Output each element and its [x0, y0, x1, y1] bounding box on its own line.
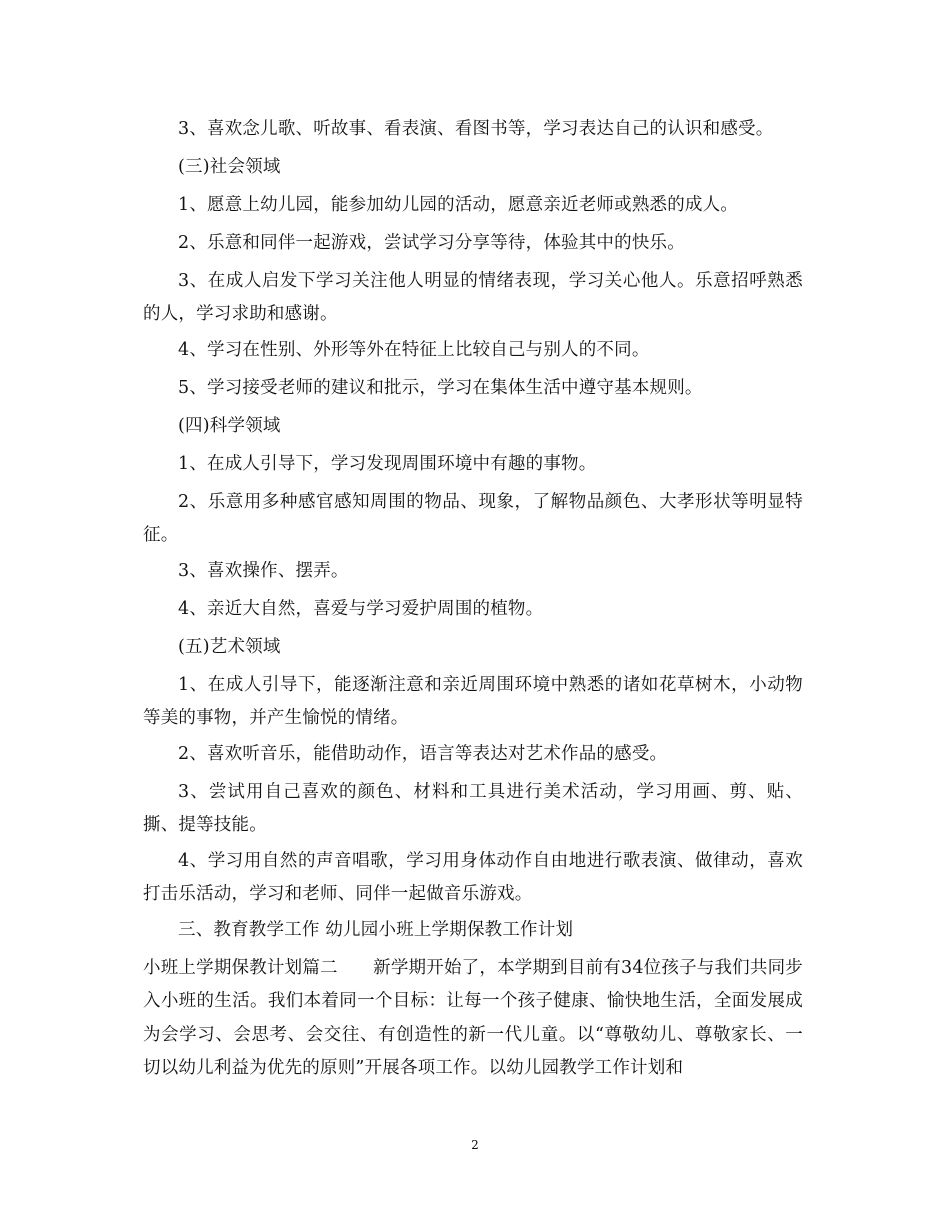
paragraph-science-3: 3、喜欢操作、摆弄。	[178, 561, 349, 581]
paragraph-social-1: 1、愿意上幼儿园，能参加幼儿园的活动，愿意亲近老师或熟悉的成人。	[178, 195, 739, 215]
paragraph-science-1: 1、在成人引导下，学习发现周围环境中有趣的事物。	[178, 454, 597, 474]
paragraph-social-2: 2、乐意和同伴一起游戏，尝试学习分享等待，体验其中的快乐。	[178, 233, 685, 253]
paragraph-social-5: 5、学习接受老师的建议和批示，学习在集体生活中遵守基本规则。	[178, 378, 703, 398]
paragraph-science-4: 4、亲近大自然，喜爱与学习爱护周围的植物。	[178, 599, 544, 619]
paragraph-art-4: 4、学习用自然的声音唱歌，学习用身体动作自由地进行歌表演、做律动，喜欢打击乐活动，学习和老师、同伴一起做音乐游戏。	[143, 851, 803, 905]
heading-teaching-work: 三、教育教学工作 幼儿园小班上学期保教工作计划	[178, 920, 574, 940]
paragraph-social-3: 3、在成人启发下学习关注他人明显的情绪表现，学习关心他人。乐意招呼熟悉的人，学习求助和感谢。	[143, 271, 803, 325]
paragraph-plan-part-two: 小班上学期保教计划篇二 新学期开始了，本学期到目前有34位孩子与我们共同步入小班的生活。我们本着同一个目标：让每一个孩子健康、愉快地生活，全面发展成为会学习、会思考、会交往、有创造性的新一代儿童。以“尊敬幼儿、尊敬家长、一切以幼儿利益为优先的原则”开展各项工作。以幼儿园教学工作计划和	[143, 958, 803, 1078]
heading-art-domain: (五)艺术领域	[178, 637, 281, 657]
paragraph-art-3: 3、尝试用自己喜欢的颜色、材料和工具进行美术活动，学习用画、剪、贴、撕、提等技能。	[143, 782, 803, 836]
paragraph-language-3: 3、喜欢念儿歌、听故事、看表演、看图书等，学习表达自己的认识和感受。	[178, 119, 774, 139]
paragraph-art-1: 1、在成人引导下，能逐渐注意和亲近周围环境中熟悉的诸如花草树木，小动物等美的事物，并产生愉悦的情绪。	[143, 675, 803, 729]
heading-science-domain: (四)科学领域	[178, 416, 281, 436]
heading-social-domain: (三)社会领域	[178, 157, 281, 177]
paragraph-social-4: 4、学习在性别、外形等外在特征上比较自己与别人的不同。	[178, 340, 650, 360]
paragraph-science-2: 2、乐意用多种感官感知周围的物品、现象，了解物品颜色、大孝形状等明显特征。	[143, 492, 803, 546]
page-number: 2	[471, 1138, 479, 1152]
paragraph-art-2: 2、喜欢听音乐，能借助动作，语言等表达对艺术作品的感受。	[178, 744, 668, 764]
